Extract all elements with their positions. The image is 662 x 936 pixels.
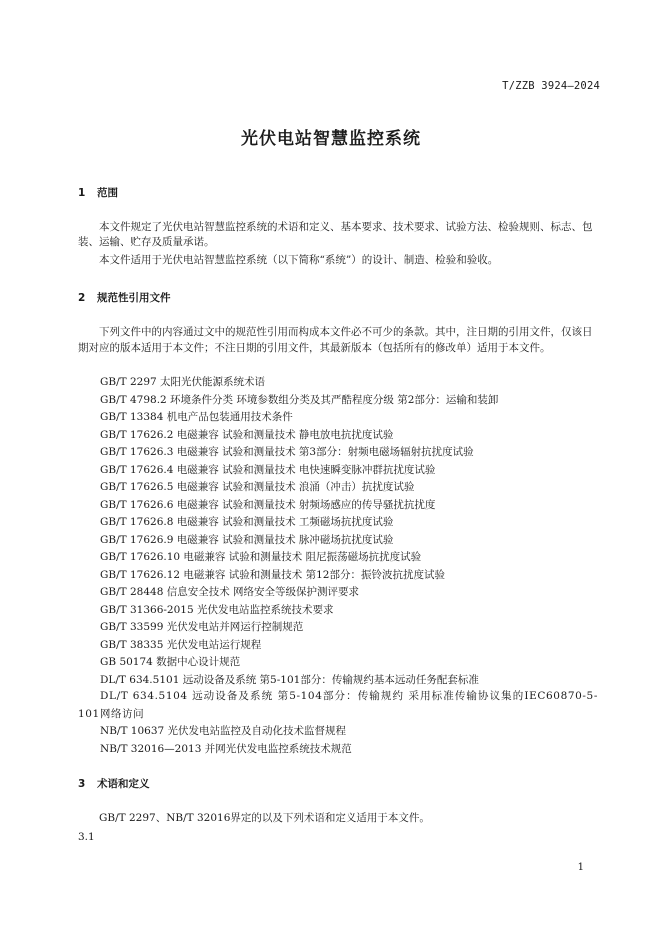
reference-item: GB/T 28448 信息安全技术 网络安全等级保护测评要求 xyxy=(100,586,360,598)
references-intro: 下列文件中的内容通过文中的规范性引用而构成本文件必不可少的条款。其中，注日期的引用文件，仅该日期对应的版本适用于本文件；不注日期的引用文件，其最新版本（包括所有的修改单）适用于本文件。 xyxy=(78,326,593,354)
section-1-heading xyxy=(78,185,118,200)
scope-paragraph-2: 本文件适用于光伏电站智慧监控系统（以下简称“系统”）的设计、制造、检验和验收。 xyxy=(99,254,499,266)
reference-item: GB/T 17626.2 电磁兼容 试验和测量技术 静电放电抗扰度试验 xyxy=(100,428,394,441)
section-number: 1 xyxy=(78,187,86,199)
section-2-heading xyxy=(78,290,171,305)
page-number: 1 xyxy=(577,862,584,873)
reference-item: GB/T 2297 太阳光伏能源系统术语 xyxy=(100,376,266,388)
reference-item-long: DL/T 634.5104 远动设备及系统 第5-104部分：传输规约 采用标准传输协议集的IEC60870-5-101网络访问 xyxy=(78,690,598,720)
reference-item: GB/T 31366-2015 光伏发电站监控系统技术要求 xyxy=(100,603,334,616)
reference-item: GB/T 17626.6 电磁兼容 试验和测量技术 射频场感应的传导骚扰抗扰度 xyxy=(100,498,436,511)
reference-item: GB/T 4798.2 环境条件分类 环境参数组分类及其严酷程度分级 第2部分：运输和装卸 xyxy=(100,393,499,406)
reference-item: GB/T 17626.3 电磁兼容 试验和测量技术 第3部分：射频电磁场辐射抗扰度试验 xyxy=(100,446,474,458)
reference-item: GB/T 17626.9 电磁兼容 试验和测量技术 脉冲磁场抗扰度试验 xyxy=(100,533,394,546)
reference-item: GB/T 17626.12 电磁兼容 试验和测量技术 第12部分：振铃波抗扰度试验 xyxy=(100,568,445,581)
section-title: 规范性引用文件 xyxy=(97,292,171,304)
section-number: 3 xyxy=(78,778,86,790)
section-title: 范围 xyxy=(97,187,118,199)
reference-item: GB/T 38335 光伏发电站运行规程 xyxy=(100,638,262,651)
section-number: 2 xyxy=(78,292,86,304)
section-title: 术语和定义 xyxy=(97,778,150,790)
reference-item: GB/T 17626.10 电磁兼容 试验和测量技术 阻尼振荡磁场抗扰度试验 xyxy=(100,551,422,563)
reference-item: GB/T 13384 机电产品包装通用技术条件 xyxy=(100,411,293,423)
reference-item: NB/T 32016—2013 并网光伏发电监控系统技术规范 xyxy=(100,742,352,755)
reference-item: GB/T 33599 光伏发电站并网运行控制规范 xyxy=(100,621,304,633)
reference-item: GB/T 17626.8 电磁兼容 试验和测量技术 工频磁场抗扰度试验 xyxy=(100,516,394,528)
reference-item: DL/T 634.5101 远动设备及系统 第5-101部分：传输规约基本远动任务配套标准 xyxy=(100,673,479,686)
scope-paragraph-1: 本文件规定了光伏电站智慧监控系统的术语和定义、基本要求、技术要求、试验方法、检验规则、标志、包装、运输、贮存及质量承诺。 xyxy=(78,221,593,248)
reference-item: NB/T 10637 光伏发电站监控及自动化技术监督规程 xyxy=(100,725,347,737)
reference-item: GB 50174 数据中心设计规范 xyxy=(100,656,241,668)
subclause-number: 3.1 xyxy=(78,831,95,843)
reference-item: GB/T 17626.4 电磁兼容 试验和测量技术 电快速瞬变脉冲群抗扰度试验 xyxy=(100,463,436,476)
terms-paragraph: GB/T 2297、NB/T 32016界定的以及下列术语和定义适用于本文件。 xyxy=(99,812,430,824)
document-title: 光伏电站智慧监控系统 xyxy=(241,129,421,149)
document-number: T/ZZB 3924—2024 xyxy=(502,80,600,92)
section-3-heading xyxy=(78,776,150,791)
reference-item: GB/T 17626.5 电磁兼容 试验和测量技术 浪涌（冲击）抗扰度试验 xyxy=(100,481,415,493)
